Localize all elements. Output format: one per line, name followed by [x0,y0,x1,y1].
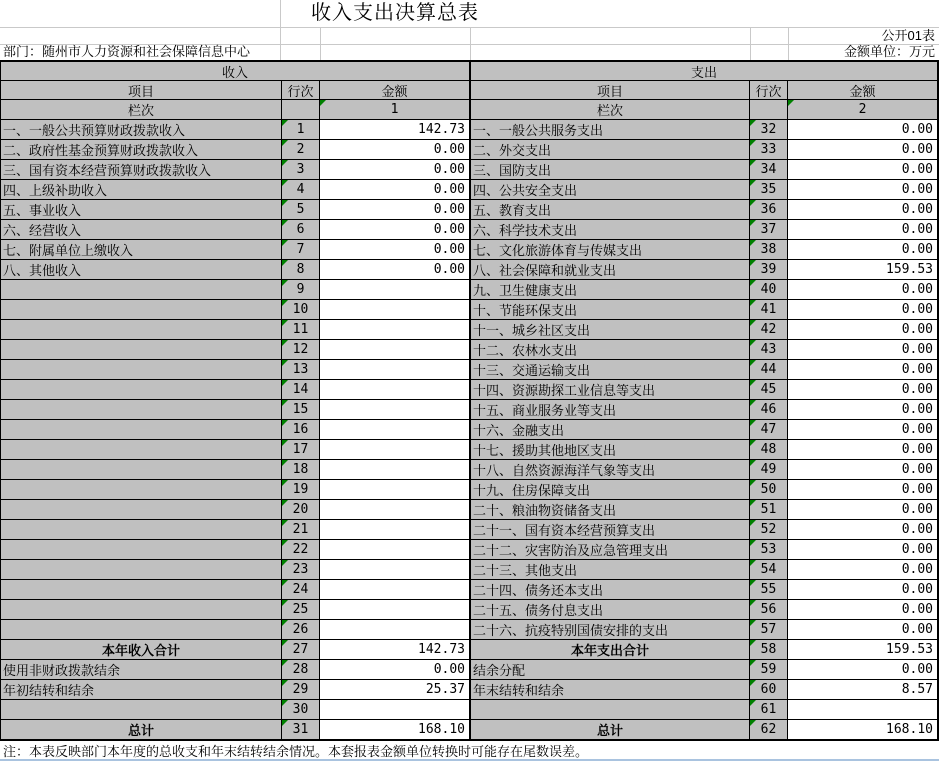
income-line-number-cell[interactable]: 11 [282,320,320,340]
error-flag-triangle-icon [282,580,288,586]
income-amount-cell[interactable] [320,700,470,720]
expenditure-amount-cell[interactable]: 0.00 [788,540,938,560]
income-line-number-cell[interactable]: 25 [282,600,320,620]
column-number: 1 [390,102,399,117]
expenditure-line-number-cell[interactable]: 54 [750,560,788,580]
income-amount-cell[interactable] [320,580,470,600]
income-item-cell[interactable] [1,280,282,300]
income-amount-cell[interactable] [320,320,470,340]
income-line-number-cell[interactable]: 13 [282,360,320,380]
income-item-cell[interactable]: 六、经营收入 [1,220,282,240]
expenditure-amount-cell[interactable]: 0.00 [788,220,938,240]
income-lanci-line-cell[interactable] [282,100,320,120]
error-flag-triangle-icon [750,320,756,326]
income-line-number-cell[interactable]: 18 [282,460,320,480]
income-amount-cell[interactable]: 0.00 [320,260,470,280]
income-line-number-cell[interactable]: 5 [282,200,320,220]
error-flag-triangle-icon [750,280,756,286]
gridline [788,27,789,60]
error-flag-triangle-icon [750,480,756,486]
income-amount-cell[interactable] [320,540,470,560]
expenditure-amount-cell[interactable]: 0.00 [788,620,938,640]
expenditure-amount-cell[interactable]: 0.00 [788,660,938,680]
income-amount-cell[interactable] [320,460,470,480]
column-number: 2 [858,102,867,117]
expenditure-line-column-header[interactable]: 行次 [750,81,788,100]
expenditure-line-number-cell[interactable]: 60 [750,680,788,700]
income-line-number-cell[interactable]: 23 [282,560,320,580]
income-item-cell[interactable]: 七、附属单位上缴收入 [1,240,282,260]
gridline [470,27,471,60]
unit-label: 金额单位：万元 [843,44,935,59]
error-flag-triangle-icon [750,360,756,366]
error-flag-triangle-icon [282,120,288,126]
expenditure-amount-cell[interactable]: 0.00 [788,360,938,380]
income-item-cell[interactable] [1,480,282,500]
error-flag-triangle-icon [750,720,756,726]
expenditure-amount-cell[interactable]: 0.00 [788,140,938,160]
income-line-number-cell[interactable]: 27 [282,640,320,660]
expenditure-amount-cell[interactable]: 0.00 [788,320,938,340]
expenditure-item-cell[interactable] [470,700,750,720]
expenditure-line-number-cell[interactable]: 32 [750,120,788,140]
income-line-number-cell[interactable]: 15 [282,400,320,420]
error-flag-triangle-icon [282,620,288,626]
error-flag-triangle-icon [750,660,756,666]
expenditure-item-cell[interactable]: 年末结转和结余 [470,680,750,700]
income-item-cell[interactable]: 八、其他收入 [1,260,282,280]
income-item-cell[interactable] [1,360,282,380]
error-flag-triangle-icon [282,680,288,686]
expenditure-line-number-cell[interactable]: 50 [750,480,788,500]
expenditure-section-header[interactable]: 支出 [470,62,938,81]
error-flag-triangle-icon [282,280,288,286]
error-flag-triangle-icon [282,540,288,546]
expenditure-item-cell[interactable]: 十、节能环保支出 [470,300,750,320]
error-flag-triangle-icon [750,300,756,306]
income-item-cell[interactable]: 本年收入合计 [1,640,282,660]
footnote: 注：本表反映部门本年度的总收支和年末结转结余情况。本套报表金额单位转换时可能存在尾数误差。 [0,741,939,759]
error-flag-triangle-icon [750,640,756,646]
expenditure-line-number-cell[interactable]: 42 [750,320,788,340]
expenditure-item-cell[interactable]: 本年支出合计 [470,640,750,660]
error-flag-triangle-icon [750,120,756,126]
income-amount-cell[interactable]: 0.00 [320,160,470,180]
income-item-cell[interactable] [1,440,282,460]
expenditure-amount-cell[interactable]: 0.00 [788,520,938,540]
expenditure-line-number-cell[interactable]: 33 [750,140,788,160]
accounts-table [0,60,939,741]
expenditure-amount-cell[interactable]: 0.00 [788,380,938,400]
income-amount-cell[interactable] [320,420,470,440]
error-flag-triangle-icon [282,360,288,366]
expenditure-amount-cell[interactable]: 0.00 [788,440,938,460]
error-flag-triangle-icon [282,640,288,646]
expenditure-amount-column-header[interactable]: 金额 [788,81,938,100]
expenditure-amount-cell[interactable]: 0.00 [788,560,938,580]
income-line-number-cell[interactable]: 9 [282,280,320,300]
income-item-cell[interactable]: 一、一般公共预算财政拨款收入 [1,120,282,140]
income-amount-cell[interactable]: 142.73 [320,640,470,660]
expenditure-amount-cell[interactable]: 0.00 [788,500,938,520]
income-amount-cell[interactable] [320,620,470,640]
error-flag-triangle-icon [750,440,756,446]
income-line-number-cell[interactable]: 10 [282,300,320,320]
income-section-header[interactable]: 收入 [1,62,470,81]
expenditure-amount-cell[interactable]: 0.00 [788,180,938,200]
income-line-number-cell[interactable]: 24 [282,580,320,600]
error-flag-triangle-icon [282,140,288,146]
expenditure-item-cell[interactable]: 二十四、债务还本支出 [470,580,750,600]
expenditure-lanci-label[interactable]: 栏次 [470,100,750,120]
income-line-number-cell[interactable]: 4 [282,180,320,200]
expenditure-line-number-cell[interactable]: 52 [750,520,788,540]
error-flag-triangle-icon [282,420,288,426]
error-flag-triangle-icon [282,300,288,306]
expenditure-item-cell[interactable]: 十七、援助其他地区支出 [470,440,750,460]
income-item-column-header[interactable]: 项目 [1,81,282,100]
expenditure-item-cell[interactable]: 十三、交通运输支出 [470,360,750,380]
income-line-number-cell[interactable]: 1 [282,120,320,140]
income-amount-cell[interactable] [320,600,470,620]
income-amount-cell[interactable] [320,360,470,380]
income-item-cell[interactable] [1,420,282,440]
error-flag-triangle-icon [750,420,756,426]
income-line-number-cell[interactable]: 20 [282,500,320,520]
error-flag-triangle-icon [750,500,756,506]
error-flag-triangle-icon [282,180,288,186]
income-line-number-cell[interactable]: 8 [282,260,320,280]
expenditure-amount-cell[interactable]: 0.00 [788,240,938,260]
error-flag-triangle-icon [282,380,288,386]
error-flag-triangle-icon [788,100,794,106]
expenditure-line-number-cell[interactable]: 40 [750,280,788,300]
expenditure-amount-cell[interactable]: 159.53 [788,260,938,280]
error-flag-triangle-icon [282,320,288,326]
error-flag-triangle-icon [282,460,288,466]
income-item-cell[interactable]: 五、事业收入 [1,200,282,220]
expenditure-amount-cell[interactable]: 0.00 [788,300,938,320]
gridline [320,27,321,60]
income-line-number-cell[interactable]: 21 [282,520,320,540]
error-flag-triangle-icon [750,620,756,626]
income-amount-cell[interactable]: 168.10 [320,720,470,740]
income-line-number-cell[interactable]: 30 [282,700,320,720]
income-item-cell[interactable] [1,560,282,580]
error-flag-triangle-icon [750,520,756,526]
error-flag-triangle-icon [750,700,756,706]
income-amount-cell[interactable] [320,400,470,420]
income-amount-cell[interactable]: 25.37 [320,680,470,700]
income-item-cell[interactable] [1,380,282,400]
income-amount-cell[interactable] [320,520,470,540]
expenditure-amount-cell[interactable] [788,700,938,720]
error-flag-triangle-icon [282,240,288,246]
error-flag-triangle-icon [282,560,288,566]
expenditure-item-cell[interactable]: 二十三、其他支出 [470,560,750,580]
error-flag-triangle-icon [750,600,756,606]
error-flag-triangle-icon [282,700,288,706]
income-line-number-cell[interactable]: 31 [282,720,320,740]
income-item-cell[interactable] [1,520,282,540]
income-item-cell[interactable]: 四、上级补助收入 [1,180,282,200]
error-flag-triangle-icon [750,380,756,386]
error-flag-triangle-icon [320,100,326,106]
error-flag-triangle-icon [282,600,288,606]
expenditure-item-cell[interactable]: 八、社会保障和就业支出 [470,260,750,280]
income-item-cell[interactable] [1,340,282,360]
expenditure-item-cell[interactable]: 总计 [470,720,750,740]
expenditure-line-number-cell[interactable]: 43 [750,340,788,360]
expenditure-item-cell[interactable]: 二十、粮油物资储备支出 [470,500,750,520]
expenditure-amount-cell[interactable]: 0.00 [788,420,938,440]
expenditure-amount-cell[interactable]: 159.53 [788,640,938,660]
expenditure-item-cell[interactable]: 二十五、债务付息支出 [470,600,750,620]
income-line-number-cell[interactable]: 16 [282,420,320,440]
expenditure-amount-cell[interactable]: 0.00 [788,580,938,600]
income-item-cell[interactable] [1,300,282,320]
error-flag-triangle-icon [750,680,756,686]
expenditure-amount-cell[interactable]: 0.00 [788,400,938,420]
expenditure-line-number-cell[interactable]: 61 [750,700,788,720]
expenditure-item-cell[interactable]: 二十一、国有资本经营预算支出 [470,520,750,540]
income-item-cell[interactable] [1,580,282,600]
income-item-cell[interactable] [1,540,282,560]
expenditure-line-number-cell[interactable]: 34 [750,160,788,180]
error-flag-triangle-icon [282,500,288,506]
expenditure-item-cell[interactable]: 一、一般公共服务支出 [470,120,750,140]
expenditure-line-number-cell[interactable]: 59 [750,660,788,680]
income-amount-cell[interactable]: 0.00 [320,200,470,220]
error-flag-triangle-icon [750,140,756,146]
expenditure-item-cell[interactable]: 十二、农林水支出 [470,340,750,360]
error-flag-triangle-icon [282,160,288,166]
income-item-cell[interactable] [1,700,282,720]
income-line-number-cell[interactable]: 14 [282,380,320,400]
expenditure-amount-cell[interactable]: 168.10 [788,720,938,740]
expenditure-item-cell[interactable]: 十四、资源勘探工业信息等支出 [470,380,750,400]
income-amount-cell[interactable] [320,560,470,580]
income-amount-cell[interactable]: 0.00 [320,660,470,680]
expenditure-line-number-cell[interactable]: 35 [750,180,788,200]
expenditure-item-cell[interactable]: 十五、商业服务业等支出 [470,400,750,420]
error-flag-triangle-icon [282,480,288,486]
expenditure-item-cell[interactable]: 二十二、灾害防治及应急管理支出 [470,540,750,560]
income-amount-cell[interactable]: 142.73 [320,120,470,140]
expenditure-item-cell[interactable]: 十一、城乡社区支出 [470,320,750,340]
error-flag-triangle-icon [282,340,288,346]
income-item-cell[interactable] [1,620,282,640]
income-amount-cell[interactable]: 0.00 [320,240,470,260]
expenditure-line-number-cell[interactable]: 55 [750,580,788,600]
expenditure-line-number-cell[interactable]: 58 [750,640,788,660]
expenditure-line-number-cell[interactable]: 41 [750,300,788,320]
error-flag-triangle-icon [282,660,288,666]
expenditure-item-cell[interactable]: 六、科学技术支出 [470,220,750,240]
income-amount-cell[interactable] [320,480,470,500]
income-line-number-cell[interactable]: 3 [282,160,320,180]
expenditure-column-number-cell[interactable] [788,100,938,120]
income-item-cell[interactable] [1,320,282,340]
expenditure-line-number-cell[interactable]: 48 [750,440,788,460]
expenditure-item-cell[interactable]: 四、公共安全支出 [470,180,750,200]
expenditure-line-number-cell[interactable]: 49 [750,460,788,480]
expenditure-line-number-cell[interactable]: 51 [750,500,788,520]
income-item-cell[interactable] [1,600,282,620]
error-flag-triangle-icon [750,460,756,466]
error-flag-triangle-icon [282,260,288,266]
expenditure-item-cell[interactable]: 二十六、抗疫特别国债安排的支出 [470,620,750,640]
income-amount-cell[interactable] [320,440,470,460]
expenditure-item-cell[interactable]: 七、文化旅游体育与传媒支出 [470,240,750,260]
income-column-number-cell[interactable] [320,100,470,120]
income-lanci-label[interactable]: 栏次 [1,100,282,120]
error-flag-triangle-icon [282,220,288,226]
expenditure-amount-cell[interactable]: 0.00 [788,200,938,220]
expenditure-amount-cell[interactable]: 0.00 [788,600,938,620]
income-item-cell[interactable]: 总计 [1,720,282,740]
expenditure-line-number-cell[interactable]: 57 [750,620,788,640]
expenditure-line-number-cell[interactable]: 37 [750,220,788,240]
income-line-number-cell[interactable]: 7 [282,240,320,260]
expenditure-item-cell[interactable]: 五、教育支出 [470,200,750,220]
income-amount-column-header[interactable]: 金额 [320,81,470,100]
income-item-cell[interactable] [1,500,282,520]
error-flag-triangle-icon [750,240,756,246]
income-item-cell[interactable] [1,460,282,480]
expenditure-line-number-cell[interactable]: 62 [750,720,788,740]
department-label: 部门：随州市人力资源和社会保障信息中心 [3,44,251,59]
expenditure-line-number-cell[interactable]: 56 [750,600,788,620]
income-amount-cell[interactable] [320,300,470,320]
expenditure-line-number-cell[interactable]: 45 [750,380,788,400]
expenditure-line-number-cell[interactable]: 38 [750,240,788,260]
income-line-number-cell[interactable]: 12 [282,340,320,360]
expenditure-line-number-cell[interactable]: 44 [750,360,788,380]
income-line-number-cell[interactable]: 22 [282,540,320,560]
expenditure-amount-cell[interactable]: 0.00 [788,120,938,140]
expenditure-item-cell[interactable]: 九、卫生健康支出 [470,280,750,300]
income-line-number-cell[interactable]: 28 [282,660,320,680]
sheet-number-label: 公开01表 [881,28,935,43]
expenditure-line-number-cell[interactable]: 47 [750,420,788,440]
error-flag-triangle-icon [282,400,288,406]
expenditure-line-number-cell[interactable]: 36 [750,200,788,220]
income-amount-cell[interactable] [320,340,470,360]
error-flag-triangle-icon [750,580,756,586]
page-title: 收入支出决算总表 [311,2,479,24]
income-amount-cell[interactable] [320,500,470,520]
error-flag-triangle-icon [750,340,756,346]
expenditure-amount-cell[interactable]: 0.00 [788,340,938,360]
error-flag-triangle-icon [750,180,756,186]
income-amount-cell[interactable]: 0.00 [320,140,470,160]
income-item-cell[interactable]: 使用非财政拨款结余 [1,660,282,680]
expenditure-item-cell[interactable]: 十九、住房保障支出 [470,480,750,500]
error-flag-triangle-icon [750,220,756,226]
error-flag-triangle-icon [750,540,756,546]
income-amount-cell[interactable]: 0.00 [320,180,470,200]
income-line-number-cell[interactable]: 29 [282,680,320,700]
expenditure-lanci-line-cell[interactable] [750,100,788,120]
income-amount-cell[interactable] [320,380,470,400]
error-flag-triangle-icon [282,200,288,206]
expenditure-line-number-cell[interactable]: 46 [750,400,788,420]
expenditure-amount-cell[interactable]: 0.00 [788,280,938,300]
income-item-cell[interactable] [1,400,282,420]
expenditure-item-cell[interactable]: 结余分配 [470,660,750,680]
income-line-number-cell[interactable]: 26 [282,620,320,640]
income-item-cell[interactable]: 二、政府性基金预算财政拨款收入 [1,140,282,160]
expenditure-amount-cell[interactable]: 0.00 [788,480,938,500]
error-flag-triangle-icon [282,440,288,446]
expenditure-item-cell[interactable]: 二、外交支出 [470,140,750,160]
expenditure-item-cell[interactable]: 三、国防支出 [470,160,750,180]
error-flag-triangle-icon [750,260,756,266]
error-flag-triangle-icon [750,200,756,206]
gridline [750,27,751,60]
income-line-column-header[interactable]: 行次 [282,81,320,100]
error-flag-triangle-icon [282,720,288,726]
expenditure-item-cell[interactable]: 十八、自然资源海洋气象等支出 [470,460,750,480]
expenditure-line-number-cell[interactable]: 39 [750,260,788,280]
expenditure-line-number-cell[interactable]: 53 [750,540,788,560]
income-amount-cell[interactable]: 0.00 [320,220,470,240]
expenditure-item-column-header[interactable]: 项目 [470,81,750,100]
income-line-number-cell[interactable]: 17 [282,440,320,460]
income-item-cell[interactable]: 年初结转和结余 [1,680,282,700]
income-item-cell[interactable]: 三、国有资本经营预算财政拨款收入 [1,160,282,180]
income-line-number-cell[interactable]: 2 [282,140,320,160]
income-line-number-cell[interactable]: 19 [282,480,320,500]
expenditure-amount-cell[interactable]: 0.00 [788,160,938,180]
error-flag-triangle-icon [750,160,756,166]
error-flag-triangle-icon [750,400,756,406]
income-amount-cell[interactable] [320,280,470,300]
expenditure-item-cell[interactable]: 十六、金融支出 [470,420,750,440]
expenditure-amount-cell[interactable]: 8.57 [788,680,938,700]
expenditure-amount-cell[interactable]: 0.00 [788,460,938,480]
income-line-number-cell[interactable]: 6 [282,220,320,240]
error-flag-triangle-icon [282,520,288,526]
error-flag-triangle-icon [750,560,756,566]
